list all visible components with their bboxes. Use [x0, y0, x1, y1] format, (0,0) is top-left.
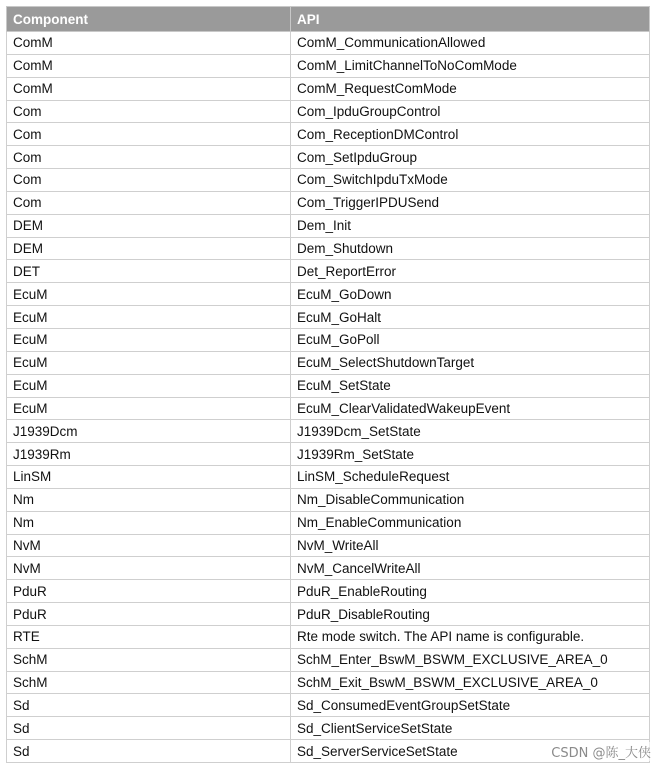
component-api-table [6, 6, 650, 763]
component-cell: ComM [7, 32, 291, 55]
api-cell: SchM_Enter_BswM_BSWM_EXCLUSIVE_AREA_0 [291, 648, 650, 671]
table-row [7, 169, 650, 192]
api-cell: ComM_CommunicationAllowed [291, 32, 650, 55]
component-cell: DEM [7, 237, 291, 260]
table-row [7, 191, 650, 214]
component-cell: Com [7, 169, 291, 192]
api-cell: PduR_EnableRouting [291, 580, 650, 603]
api-cell: Com_ReceptionDMControl [291, 123, 650, 146]
component-cell: Com [7, 146, 291, 169]
table-row [7, 237, 650, 260]
table-row [7, 32, 650, 55]
table-row [7, 580, 650, 603]
table-row [7, 420, 650, 443]
component-cell: EcuM [7, 306, 291, 329]
table-row [7, 534, 650, 557]
component-cell: NvM [7, 557, 291, 580]
table-row [7, 146, 650, 169]
component-cell: Sd [7, 694, 291, 717]
component-cell: EcuM [7, 328, 291, 351]
api-cell: Com_SetIpduGroup [291, 146, 650, 169]
component-cell: Sd [7, 717, 291, 740]
api-cell: Com_TriggerIPDUSend [291, 191, 650, 214]
table-row [7, 214, 650, 237]
component-cell: PduR [7, 603, 291, 626]
api-cell: Com_SwitchIpduTxMode [291, 169, 650, 192]
component-cell: NvM [7, 534, 291, 557]
component-cell: RTE [7, 625, 291, 648]
table-row [7, 351, 650, 374]
component-cell: Com [7, 100, 291, 123]
api-cell: Rte mode switch. The API name is configurable. [291, 625, 650, 648]
component-cell: EcuM [7, 374, 291, 397]
component-cell: Com [7, 123, 291, 146]
component-cell: EcuM [7, 283, 291, 306]
api-cell: PduR_DisableRouting [291, 603, 650, 626]
table-row [7, 443, 650, 466]
api-cell: J1939Rm_SetState [291, 443, 650, 466]
table-row [7, 694, 650, 717]
api-cell: J1939Dcm_SetState [291, 420, 650, 443]
header-component: Component [7, 7, 291, 32]
table-row [7, 717, 650, 740]
table-row [7, 466, 650, 489]
api-cell: Sd_ServerServiceSetState [291, 740, 650, 763]
table-header-row [7, 7, 650, 32]
api-cell: EcuM_ClearValidatedWakeupEvent [291, 397, 650, 420]
component-cell: SchM [7, 671, 291, 694]
api-cell: Nm_EnableCommunication [291, 511, 650, 534]
table-row [7, 123, 650, 146]
table-row [7, 671, 650, 694]
api-cell: EcuM_SelectShutdownTarget [291, 351, 650, 374]
table-body [7, 32, 650, 763]
api-cell: ComM_RequestComMode [291, 77, 650, 100]
api-cell: Sd_ConsumedEventGroupSetState [291, 694, 650, 717]
api-cell: SchM_Exit_BswM_BSWM_EXCLUSIVE_AREA_0 [291, 671, 650, 694]
header-api: API [291, 7, 650, 32]
api-cell: Sd_ClientServiceSetState [291, 717, 650, 740]
table-row [7, 328, 650, 351]
api-cell: EcuM_GoDown [291, 283, 650, 306]
component-cell: J1939Rm [7, 443, 291, 466]
api-cell: Dem_Init [291, 214, 650, 237]
component-cell: Nm [7, 488, 291, 511]
component-cell: DEM [7, 214, 291, 237]
component-cell: SchM [7, 648, 291, 671]
component-cell: EcuM [7, 351, 291, 374]
api-cell: Com_IpduGroupControl [291, 100, 650, 123]
api-cell: Det_ReportError [291, 260, 650, 283]
table-row [7, 283, 650, 306]
component-cell: EcuM [7, 397, 291, 420]
component-cell: Com [7, 191, 291, 214]
api-cell: Dem_Shutdown [291, 237, 650, 260]
table-row [7, 648, 650, 671]
api-cell: NvM_WriteAll [291, 534, 650, 557]
component-cell: J1939Dcm [7, 420, 291, 443]
watermark: CSDN @陈_大侠 [551, 742, 651, 761]
table-row [7, 100, 650, 123]
table-row [7, 306, 650, 329]
table-row [7, 557, 650, 580]
api-cell: ComM_LimitChannelToNoComMode [291, 54, 650, 77]
api-cell: EcuM_SetState [291, 374, 650, 397]
component-cell: ComM [7, 77, 291, 100]
api-cell: EcuM_GoHalt [291, 306, 650, 329]
api-cell: Nm_DisableCommunication [291, 488, 650, 511]
api-cell: EcuM_GoPoll [291, 328, 650, 351]
table-row [7, 625, 650, 648]
component-cell: PduR [7, 580, 291, 603]
table-row [7, 603, 650, 626]
table-row [7, 397, 650, 420]
table-row [7, 511, 650, 534]
component-cell: Sd [7, 740, 291, 763]
table-row [7, 77, 650, 100]
component-cell: ComM [7, 54, 291, 77]
table-row [7, 54, 650, 77]
component-cell: DET [7, 260, 291, 283]
api-cell: LinSM_ScheduleRequest [291, 466, 650, 489]
table-row [7, 374, 650, 397]
api-cell: NvM_CancelWriteAll [291, 557, 650, 580]
table-row [7, 260, 650, 283]
component-cell: Nm [7, 511, 291, 534]
component-cell: LinSM [7, 466, 291, 489]
table-row [7, 488, 650, 511]
